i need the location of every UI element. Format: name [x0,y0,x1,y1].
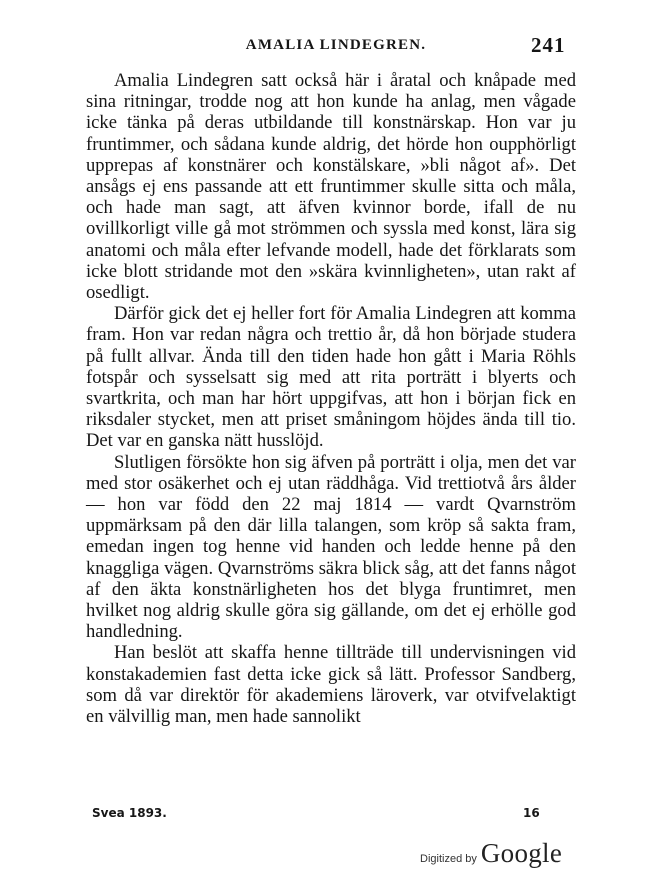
google-logo: Google [480,838,563,868]
signature-number: 16 [523,806,540,820]
paragraph: Amalia Lindegren satt också här i åratal och knåpade med sina ritningar, trodde nog att hon kunde ha anlag, men vågade icke tänka på deras utbildande till konstnärskap. Hon var ju fruntimmer, och sådana kunde aldrig, det hörde hon oupphörligt upprepas af konstnärer och konstälskare, »bli något af». Det ansågs ej ens passande att ett fruntimmer skulle sitta och måla, och hade man sagt, att äfven kvinnor borde, ifall de nu ovillkorligt ville gå mot strömmen och syssla med konst, lära sig anatomi och måla efter lefvande modell, hade det förklarats som icke blott stridande mot den »skära kvinnligheten», utan rakt af osedligt. [86,70,576,304]
running-title: AMALIA LINDEGREN. [245,37,427,53]
body-text [86,70,576,727]
paragraph: Han beslöt att skaffa henne tillträde till undervisningen vid konstakademien fast detta icke gick så lätt. Professor Sandberg, som då var direktör för akademiens läroverk, var otvifvelaktigt en välvillig man, men hade sannolikt [86,642,576,728]
paragraph: Slutligen försökte hon sig äfven på porträtt i olja, men det var med stor osäkerhet och ej utan räddhåga. Vid trettiotvå års ålder — hon var född den 22 maj 1814 — vardt Qvarnström uppmärksam på den där lilla talangen, som kröp så sakta fram, emedan ingen tog henne vid handen och ledde henne på den knaggliga vägen. Qvarnströms säkra blick såg, att det fanns något af den äkta konstnärligheten hos det blyga fruntimret, men hvilket nog aldrig skulle göra sig gällande, om det ej erhölle god handledning. [86,451,576,643]
digitized-watermark [420,838,562,869]
paragraph: Därför gick det ej heller fort för Amalia Lindegren att komma fram. Hon var redan några och trettio år, då hon började studera på fullt allvar. Ända till den tiden hade hon gått i Maria Röhls fotspår och sysselsatt sig med att rita porträtt i blyerts och svartkrita, och man har hört uppgifvas, att hon i början fick en riksdaler stycket, men att priset småningom höjdes ända till tio. Det var en ganska nätt husslöjd. [86,303,576,452]
printer-signature: Svea 1893. [92,806,167,820]
digitized-by-label: Digitized by [420,853,477,865]
page-number: 241 [531,33,566,57]
